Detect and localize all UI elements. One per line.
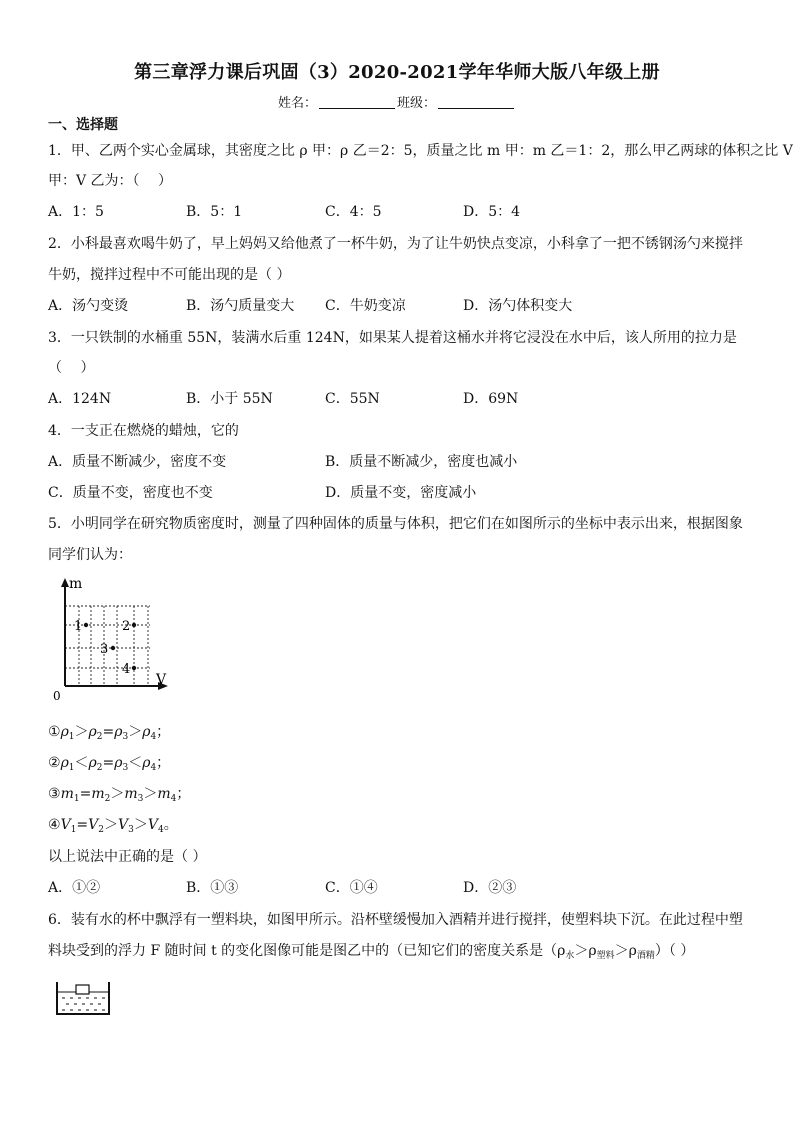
name-blank[interactable] [319,95,395,109]
point-3 [111,646,115,650]
q3-option-c: C．55N [325,391,380,407]
section-heading: 一、选择题 [48,117,118,133]
q3-option-a: A．124N [48,391,112,407]
q4-option-b: B．质量不断减少，密度也减小 [325,454,518,470]
class-blank[interactable] [438,95,514,109]
q6-text-line1: 6．装有水的杯中飘浮有一塑料块，如图甲所示。沿杯壁缓慢加入酒精并进行搅拌，使塑料块下沉。在此过程中塑 [48,912,743,928]
point-2 [132,623,136,627]
q5-statement-1: $①\rho_1>\rho_2=\rho_3>\rho_4$； [48,724,171,742]
q2-option-d: D．汤勺体积变大 [463,298,573,314]
q1-text-line1: 1．甲、乙两个实心金属球，其密度之比 ρ 甲：ρ 乙＝2：5，质量之比 m 甲：m 乙＝1：2，那么甲乙两球的体积之比 V [48,143,793,159]
q5-question: 以上说法中正确的是（ ） [48,849,207,865]
mass-volume-graph [48,572,178,704]
q4-text-line1: 4．一支正在燃烧的蜡烛，它的 [48,423,239,439]
q3-text-line2: （ ） [48,360,95,376]
student-info-line [0,92,794,111]
q5-statement-3: $③m_1=m_2>m_3>m_4$； [48,786,191,804]
q2-text-line2: 牛奶，搅拌过程中不可能出现的是（ ） [48,267,291,283]
q1-option-d: D．5：4 [463,204,521,220]
water-marks [62,998,105,1010]
q5-option-c: C．①④ [325,880,378,896]
q3-option-b: B．小于 55N [186,391,273,407]
q5-option-b: B．①③ [186,880,239,896]
q3-text-line1: 3．一只铁制的水桶重 55N，装满水后重 124N，如果某人提着这桶水并将它浸没在水中后，该人所用的拉力是 [48,330,737,346]
q5-statement-2: $②\rho_1<\rho_2=\rho_3<\rho_4$； [48,755,171,773]
q5-option-a: A．①② [48,880,101,896]
point-3-label: 3 [100,642,109,657]
q6-text-line2: 料块受到的浮力 F 随时间 t 的变化图像可能是图乙中的（已知它们的密度关系是$(\rho_水>\rho_{塑料}>\rho_{酒精})$（ ） [48,943,695,961]
q5-statement-4: $④V_1=V_2>V_3>V_4$。 [48,817,178,835]
y-axis-label: m [69,576,83,592]
q3-option-d: D．69N [463,391,519,407]
q4-option-d: D．质量不变，密度减小 [325,485,477,501]
name-label: 姓名： [277,96,317,111]
x-axis-label: V [156,672,167,688]
point-2-label: 2 [122,619,131,634]
page-title: 第三章浮力课后巩固（3）2020-2021学年华师大版八年级上册 [134,62,660,83]
q5-text-line2: 同学们认为： [48,547,132,563]
cup-with-plastic-block-figure [54,980,114,1018]
point-4 [132,666,136,670]
point-4-label: 4 [122,662,131,677]
q2-option-b: B．汤勺质量变大 [186,298,295,314]
q1-option-a: A．1：5 [48,204,104,220]
q5-text-line1: 5．小明同学在研究物质密度时，测量了四种固体的质量与体积，把它们在如图所示的坐标中表示出来，根据图象 [48,516,743,532]
q5-option-d: D．②③ [463,880,517,896]
q1-text-line2: 甲：V 乙为：（ ） [48,173,173,189]
point-1-label: 1 [74,619,83,634]
class-label: 班级： [397,96,437,111]
q1-option-c: C．4：5 [325,204,382,220]
graph-axes [61,578,168,690]
y-axis-arrow-icon [61,578,69,587]
plastic-block [76,985,89,994]
q2-text-line1: 2．小科最喜欢喝牛奶了，早上妈妈又给他煮了一杯牛奶，为了让牛奶快点变凉，小科拿了一把不锈钢汤勺来搅拌 [48,236,743,252]
q1-option-b: B．5：1 [186,204,243,220]
point-1 [84,623,88,627]
q2-option-a: A．汤勺变烫 [48,298,129,314]
origin-label: 0 [53,689,61,703]
q2-option-c: C．牛奶变凉 [325,298,406,314]
q4-option-c: C．质量不变，密度也不变 [48,485,213,501]
q4-option-a: A．质量不断减少，密度不变 [48,454,227,470]
